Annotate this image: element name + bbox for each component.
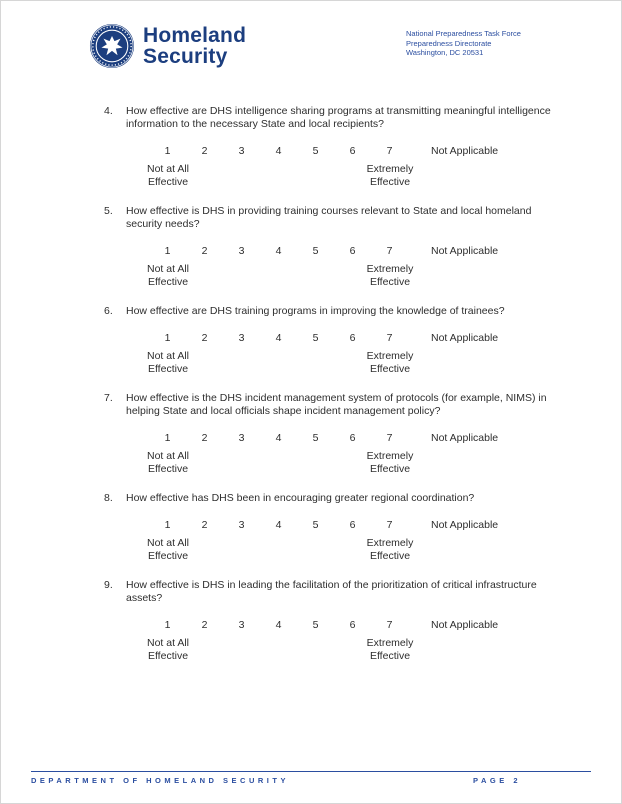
scale-row [149, 518, 563, 532]
scale-row [149, 431, 563, 445]
anchor-high-label [367, 263, 414, 289]
questions-list [1, 105, 621, 679]
header-address-line: Washington, DC 20531 [406, 48, 484, 57]
scale-anchor-row [146, 450, 563, 476]
question-header [104, 492, 563, 505]
scale-option-1: 1 [164, 245, 171, 257]
anchor-low-line2: Effective [147, 176, 189, 188]
scale-option-1: 1 [164, 519, 171, 531]
scale-option-na: Not Applicable [431, 619, 499, 631]
question-text: How effective is the DHS incident management system of protocols (for example, NIMS) in helping State and local officials shape incident management policy? [126, 392, 547, 417]
anchor-low-line1: Not at All [146, 163, 190, 175]
scale-option-3: 3 [238, 432, 245, 444]
scale-option-3: 3 [238, 619, 245, 631]
anchor-low-label [147, 450, 189, 476]
question-number: 6. [104, 305, 113, 317]
question-block [104, 105, 563, 189]
footer-page-number: PAGE 2 [473, 776, 521, 785]
scale-option-5: 5 [312, 245, 319, 257]
anchor-low-line2: Effective [147, 650, 189, 662]
scale-option-2: 2 [201, 145, 208, 157]
footer-department-label: DEPARTMENT OF HOMELAND SECURITY [31, 776, 289, 785]
anchor-high-line1: Extremely [366, 263, 414, 275]
question-number: 8. [104, 492, 113, 504]
header-address-line: National Preparedness Task Force [406, 29, 521, 38]
scale-option-5: 5 [312, 519, 319, 531]
question-text: How effective has DHS been in encouraging greater regional coordination? [126, 492, 475, 504]
question-number: 7. [104, 392, 113, 404]
scale-option-6: 6 [349, 619, 356, 631]
question-header [104, 392, 563, 418]
scale-option-na: Not Applicable [431, 245, 499, 257]
scale-option-2: 2 [201, 332, 208, 344]
scale-option-5: 5 [312, 619, 319, 631]
scale-row [149, 618, 563, 632]
question-header [104, 205, 563, 231]
scale-option-na: Not Applicable [431, 432, 499, 444]
anchor-high-line1: Extremely [366, 637, 414, 649]
question-block [104, 579, 563, 663]
scale-option-5: 5 [312, 432, 319, 444]
scale-anchor-row [146, 637, 563, 663]
anchor-low-label [147, 350, 189, 376]
scale-option-4: 4 [275, 245, 282, 257]
anchor-low-label [147, 263, 189, 289]
anchor-low-line1: Not at All [146, 450, 190, 462]
anchor-low-label [147, 163, 189, 189]
question-number: 5. [104, 205, 113, 217]
scale-option-4: 4 [275, 619, 282, 631]
scale-option-7: 7 [386, 432, 393, 444]
footer-rule [31, 771, 591, 772]
anchor-high-label [367, 163, 414, 189]
scale-option-na: Not Applicable [431, 519, 499, 531]
scale-option-7: 7 [386, 245, 393, 257]
anchor-high-line2: Effective [369, 650, 411, 662]
question-block [104, 205, 563, 289]
anchor-high-line2: Effective [369, 276, 411, 288]
homeland-security-wordmark [143, 25, 246, 67]
header-address-line: Preparedness Directorate [406, 38, 492, 48]
scale-option-6: 6 [349, 432, 356, 444]
scale-option-6: 6 [349, 332, 356, 344]
anchor-high-label [367, 350, 414, 376]
question-number: 4. [104, 105, 113, 117]
anchor-low-line1: Not at All [146, 637, 190, 649]
anchor-low-line2: Effective [147, 276, 189, 288]
scale-option-na: Not Applicable [431, 332, 499, 344]
scale-option-1: 1 [164, 432, 171, 444]
footer-text-row [31, 776, 591, 785]
question-block [104, 392, 563, 476]
anchor-high-line2: Effective [369, 363, 411, 375]
anchor-high-label [367, 450, 414, 476]
anchor-high-line2: Effective [369, 550, 411, 562]
anchor-low-line1: Not at All [146, 263, 190, 275]
anchor-low-line2: Effective [147, 550, 189, 562]
scale-option-6: 6 [349, 145, 356, 157]
anchor-low-line2: Effective [147, 363, 189, 375]
question-text: How effective is DHS in leading the facilitation of the prioritization of critical infrastructure assets? [126, 579, 537, 604]
scale-option-3: 3 [238, 519, 245, 531]
question-header [104, 305, 563, 318]
question-header [104, 105, 563, 131]
anchor-low-line1: Not at All [146, 350, 190, 362]
scale-option-4: 4 [275, 432, 282, 444]
anchor-high-line1: Extremely [366, 163, 414, 175]
scale-option-3: 3 [238, 145, 245, 157]
question-block [104, 305, 563, 376]
question-text: How effective are DHS training programs in improving the knowledge of trainees? [126, 305, 505, 317]
page-footer [31, 771, 591, 785]
scale-option-6: 6 [349, 245, 356, 257]
question-header [104, 579, 563, 605]
scale-option-5: 5 [312, 145, 319, 157]
anchor-low-line1: Not at All [146, 537, 190, 549]
scale-option-4: 4 [275, 145, 282, 157]
scale-option-3: 3 [238, 245, 245, 257]
dhs-seal-icon [89, 23, 135, 69]
scale-option-2: 2 [201, 245, 208, 257]
scale-anchor-row [146, 350, 563, 376]
scale-option-6: 6 [349, 519, 356, 531]
anchor-high-line2: Effective [369, 463, 411, 475]
question-number: 9. [104, 579, 113, 591]
anchor-high-line1: Extremely [366, 537, 414, 549]
wordmark-line1: Homeland [143, 24, 247, 47]
scale-option-3: 3 [238, 332, 245, 344]
scale-anchor-row [146, 163, 563, 189]
page-header [1, 1, 621, 93]
anchor-high-line1: Extremely [366, 450, 414, 462]
scale-option-1: 1 [164, 332, 171, 344]
scale-option-2: 2 [201, 619, 208, 631]
anchor-high-label [367, 537, 414, 563]
scale-row [149, 144, 563, 158]
scale-option-na: Not Applicable [431, 145, 499, 157]
scale-row [149, 244, 563, 258]
scale-row [149, 331, 563, 345]
scale-option-7: 7 [386, 519, 393, 531]
wordmark-line2: Security [143, 45, 228, 68]
scale-option-1: 1 [164, 145, 171, 157]
scale-option-2: 2 [201, 432, 208, 444]
scale-option-7: 7 [386, 619, 393, 631]
anchor-high-label [367, 637, 414, 663]
question-block [104, 492, 563, 563]
scale-option-5: 5 [312, 332, 319, 344]
scale-anchor-row [146, 537, 563, 563]
anchor-low-label [147, 537, 189, 563]
scale-option-4: 4 [275, 332, 282, 344]
scale-option-1: 1 [164, 619, 171, 631]
header-address-block [406, 29, 521, 58]
scale-option-7: 7 [386, 332, 393, 344]
anchor-low-line2: Effective [147, 463, 189, 475]
scale-anchor-row [146, 263, 563, 289]
anchor-high-line2: Effective [369, 176, 411, 188]
scale-option-2: 2 [201, 519, 208, 531]
question-text: How effective are DHS intelligence sharing programs at transmitting meaningful intelligence information to the necessary State and local recipients? [126, 105, 551, 130]
scale-option-4: 4 [275, 519, 282, 531]
question-text: How effective is DHS in providing training courses relevant to State and local homeland security needs? [126, 205, 532, 230]
scale-option-7: 7 [386, 145, 393, 157]
anchor-low-label [147, 637, 189, 663]
anchor-high-line1: Extremely [366, 350, 414, 362]
